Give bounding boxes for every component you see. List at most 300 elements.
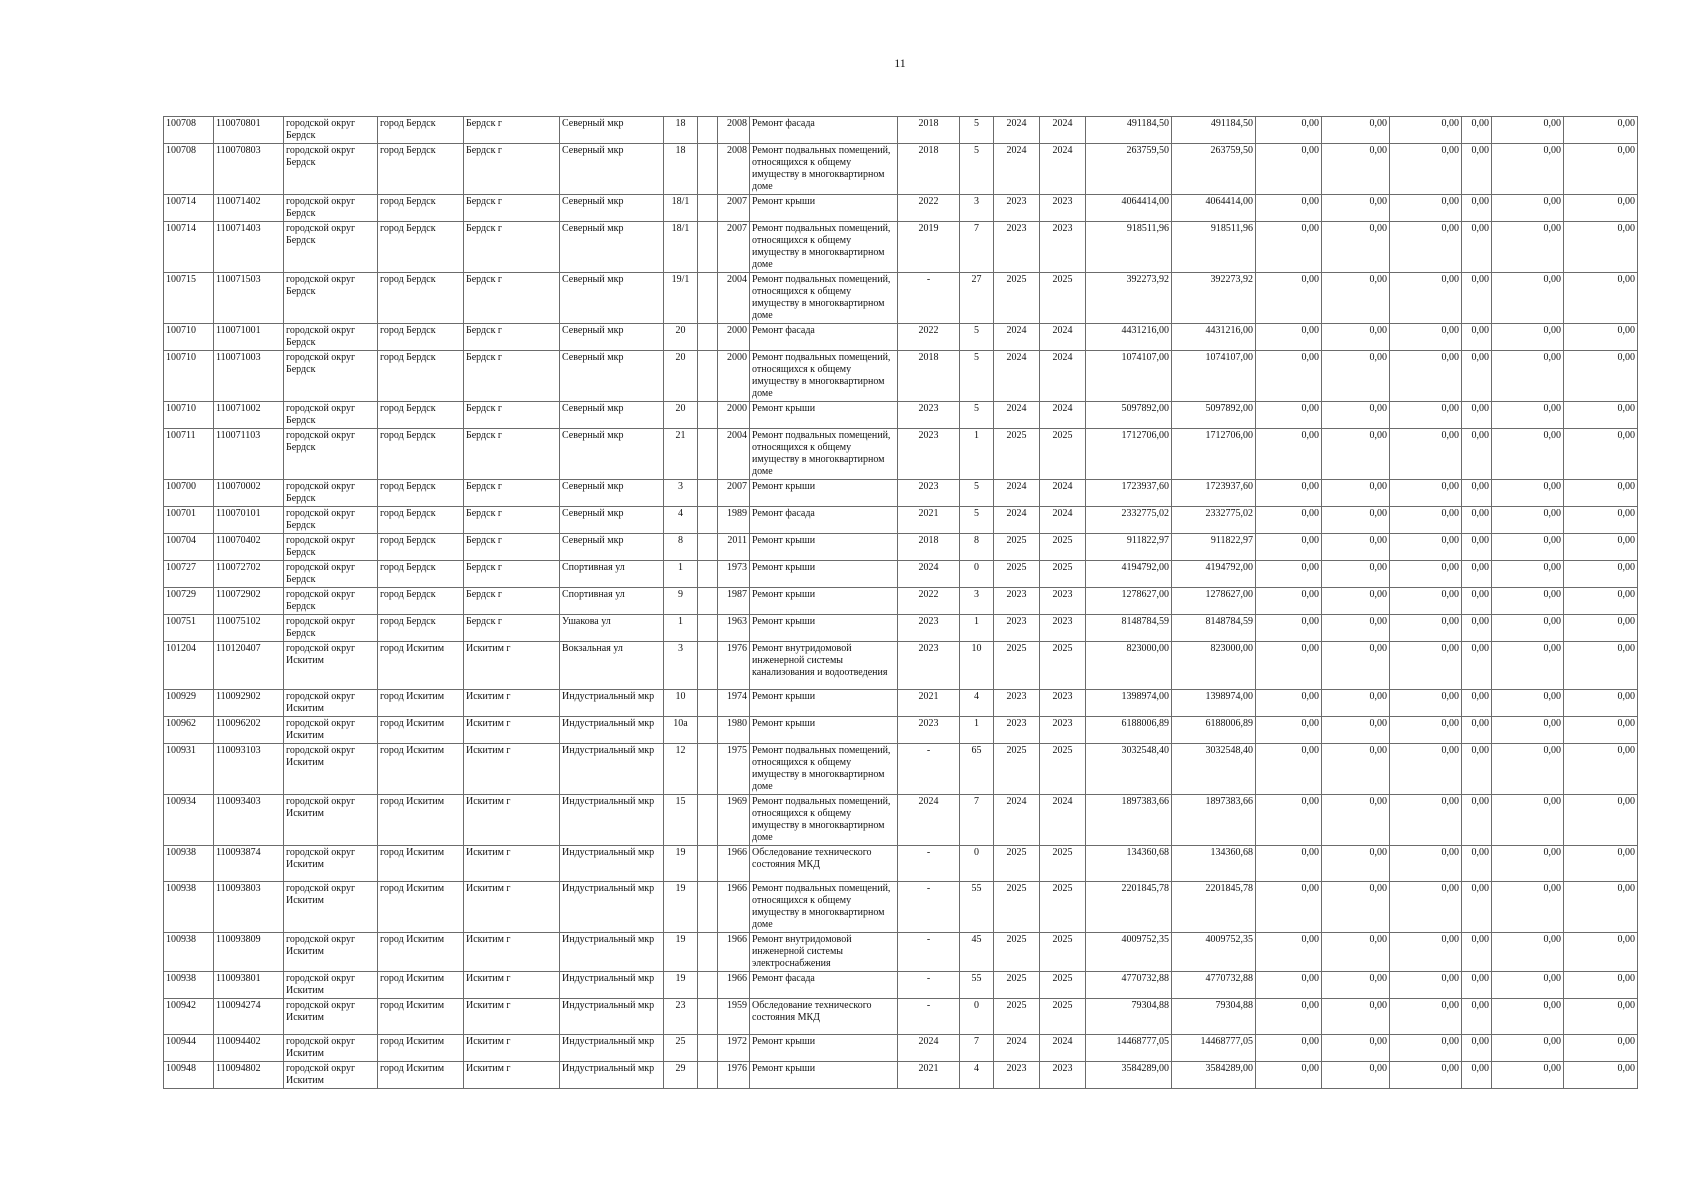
table-cell: Индустриальный мкр: [560, 795, 664, 846]
table-cell: город Бердск: [378, 507, 464, 534]
table-cell: 0,00: [1564, 507, 1638, 534]
table-cell: 2018: [898, 351, 960, 402]
table-cell: Ремонт фасада: [750, 117, 898, 144]
table-cell: Индустриальный мкр: [560, 690, 664, 717]
table-cell: 110075102: [214, 615, 284, 642]
table-cell: 100938: [164, 846, 214, 882]
table-cell: 134360,68: [1086, 846, 1172, 882]
table-cell: 0,00: [1322, 642, 1390, 690]
table-cell: 0,00: [1322, 744, 1390, 795]
table-cell: 0,00: [1322, 846, 1390, 882]
table-cell: 0,00: [1564, 642, 1638, 690]
table-cell: 18: [664, 117, 698, 144]
table-cell: 0,00: [1564, 615, 1638, 642]
table-cell: 100708: [164, 144, 214, 195]
table-cell: 0,00: [1492, 717, 1564, 744]
table-cell: 2025: [1040, 642, 1086, 690]
table-cell: 0,00: [1462, 690, 1492, 717]
table-cell: 0,00: [1564, 324, 1638, 351]
table-cell: Бердск г: [464, 144, 560, 195]
table-cell: Бердск г: [464, 273, 560, 324]
table-cell: 0,00: [1322, 195, 1390, 222]
table-cell: Бердск г: [464, 588, 560, 615]
table-cell: 0,00: [1256, 351, 1322, 402]
table-cell: 1966: [718, 846, 750, 882]
table-cell: 0,00: [1256, 273, 1322, 324]
table-row: [164, 273, 1638, 324]
table-cell: Северный мкр: [560, 402, 664, 429]
table-cell: 20: [664, 324, 698, 351]
table-cell: Ремонт подвальных помещений, относящихся к общему имуществу в многоквартирном доме: [750, 273, 898, 324]
table-cell: 2023: [898, 402, 960, 429]
table-cell: 0,00: [1390, 507, 1462, 534]
table-cell: 2023: [1040, 588, 1086, 615]
table-cell: город Искитим: [378, 744, 464, 795]
table-cell: 4194792,00: [1086, 561, 1172, 588]
table-cell: 0,00: [1256, 615, 1322, 642]
table-cell: 0,00: [1564, 273, 1638, 324]
table-cell: 0,00: [1256, 117, 1322, 144]
table-cell: 1: [664, 615, 698, 642]
table-cell: 1897383,66: [1086, 795, 1172, 846]
table-cell: 18: [664, 144, 698, 195]
table-cell: 0,00: [1390, 642, 1462, 690]
table-cell: городской округ Искитим: [284, 690, 378, 717]
table-cell: 2332775,02: [1086, 507, 1172, 534]
table-cell: 2023: [994, 717, 1040, 744]
table-cell: 5: [960, 351, 994, 402]
table-cell: -: [898, 933, 960, 972]
table-cell: 0,00: [1492, 144, 1564, 195]
table-cell: 0,00: [1256, 480, 1322, 507]
table-cell: 2018: [898, 144, 960, 195]
table-body: [164, 117, 1638, 1089]
table-cell: 0,00: [1322, 222, 1390, 273]
table-cell: 0: [960, 999, 994, 1035]
table-cell: городской округ Бердск: [284, 480, 378, 507]
table-cell: 7: [960, 222, 994, 273]
table-cell: 1897383,66: [1172, 795, 1256, 846]
table-cell: 0,00: [1462, 195, 1492, 222]
table-cell: 6188006,89: [1086, 717, 1172, 744]
table-row: [164, 222, 1638, 273]
table-cell: 19/1: [664, 273, 698, 324]
table-cell: 79304,88: [1086, 999, 1172, 1035]
table-cell: 3032548,40: [1086, 744, 1172, 795]
table-cell: 4: [960, 1062, 994, 1089]
table-cell: Ремонт фасада: [750, 507, 898, 534]
table-cell: 3032548,40: [1172, 744, 1256, 795]
table-cell: 2024: [1040, 480, 1086, 507]
table-cell: 1398974,00: [1172, 690, 1256, 717]
table-cell: 100938: [164, 882, 214, 933]
table-cell: 0,00: [1492, 615, 1564, 642]
table-cell: 823000,00: [1086, 642, 1172, 690]
table-cell: 100751: [164, 615, 214, 642]
table-cell: 0,00: [1390, 222, 1462, 273]
table-cell: 2024: [898, 795, 960, 846]
table-cell: 0,00: [1492, 642, 1564, 690]
table-row: [164, 972, 1638, 999]
table-cell: [698, 144, 718, 195]
table-cell: 4431216,00: [1172, 324, 1256, 351]
table-cell: 0,00: [1390, 717, 1462, 744]
table-cell: 2022: [898, 324, 960, 351]
table-cell: 0,00: [1322, 402, 1390, 429]
table-cell: 263759,50: [1172, 144, 1256, 195]
table-cell: городской округ Искитим: [284, 717, 378, 744]
table-cell: 2024: [898, 1035, 960, 1062]
table-cell: [698, 882, 718, 933]
table-cell: 101204: [164, 642, 214, 690]
table-cell: 0,00: [1564, 222, 1638, 273]
table-cell: Северный мкр: [560, 429, 664, 480]
table-cell: 100714: [164, 222, 214, 273]
table-cell: городской округ Бердск: [284, 561, 378, 588]
table-cell: 2008: [718, 144, 750, 195]
table-cell: 0,00: [1390, 882, 1462, 933]
table-cell: 0,00: [1256, 195, 1322, 222]
table-cell: 0,00: [1256, 882, 1322, 933]
table-cell: 0,00: [1256, 642, 1322, 690]
table-cell: 0,00: [1390, 480, 1462, 507]
table-cell: городской округ Бердск: [284, 534, 378, 561]
table-cell: 4431216,00: [1086, 324, 1172, 351]
table-cell: 3: [664, 642, 698, 690]
table-cell: Индустриальный мкр: [560, 882, 664, 933]
table-cell: городской округ Бердск: [284, 144, 378, 195]
table-cell: 0,00: [1322, 429, 1390, 480]
table-cell: город Искитим: [378, 690, 464, 717]
table-cell: 100944: [164, 1035, 214, 1062]
table-cell: 0,00: [1492, 972, 1564, 999]
table-cell: 0,00: [1390, 534, 1462, 561]
table-cell: Бердск г: [464, 615, 560, 642]
table-cell: 0,00: [1462, 144, 1492, 195]
table-cell: 4064414,00: [1172, 195, 1256, 222]
table-cell: Ремонт подвальных помещений, относящихся к общему имуществу в многоквартирном доме: [750, 795, 898, 846]
table-cell: 0,00: [1256, 717, 1322, 744]
table-cell: 2025: [994, 972, 1040, 999]
table-cell: Искитим г: [464, 690, 560, 717]
table-row: [164, 507, 1638, 534]
table-cell: 0,00: [1322, 999, 1390, 1035]
table-cell: 100727: [164, 561, 214, 588]
table-cell: город Бердск: [378, 615, 464, 642]
table-cell: 110071003: [214, 351, 284, 402]
table-cell: 55: [960, 882, 994, 933]
table-cell: Северный мкр: [560, 324, 664, 351]
table-cell: 0,00: [1322, 534, 1390, 561]
table-cell: 100710: [164, 402, 214, 429]
table-cell: Ремонт крыши: [750, 1062, 898, 1089]
table-cell: 4: [960, 690, 994, 717]
table-cell: Ремонт внутридомовой инженерной системы электроснабжения: [750, 933, 898, 972]
table-cell: 100700: [164, 480, 214, 507]
table-cell: городской округ Бердск: [284, 402, 378, 429]
table-cell: городской округ Бердск: [284, 351, 378, 402]
table-cell: 1989: [718, 507, 750, 534]
table-cell: 2025: [1040, 273, 1086, 324]
table-cell: 0,00: [1564, 933, 1638, 972]
table-cell: городской округ Искитим: [284, 882, 378, 933]
table-cell: 2025: [1040, 846, 1086, 882]
table-row: [164, 882, 1638, 933]
table-cell: 0,00: [1492, 1062, 1564, 1089]
table-cell: 0,00: [1390, 324, 1462, 351]
table-cell: 0,00: [1462, 615, 1492, 642]
table-cell: Бердск г: [464, 324, 560, 351]
table-cell: Ремонт подвальных помещений, относящихся к общему имуществу в многоквартирном доме: [750, 744, 898, 795]
table-cell: Спортивная ул: [560, 588, 664, 615]
table-cell: Ремонт фасада: [750, 972, 898, 999]
table-cell: 110070101: [214, 507, 284, 534]
table-cell: 2023: [994, 615, 1040, 642]
table-cell: 2025: [994, 933, 1040, 972]
table-cell: 0,00: [1462, 402, 1492, 429]
table-cell: 8: [960, 534, 994, 561]
table-cell: 2021: [898, 690, 960, 717]
table-cell: 10а: [664, 717, 698, 744]
table-cell: 110071503: [214, 273, 284, 324]
table-cell: 2025: [994, 999, 1040, 1035]
table-cell: Ремонт фасада: [750, 324, 898, 351]
table-cell: Индустриальный мкр: [560, 717, 664, 744]
table-cell: 2023: [994, 690, 1040, 717]
table-cell: 0,00: [1462, 480, 1492, 507]
table-cell: 4064414,00: [1086, 195, 1172, 222]
table-cell: 100729: [164, 588, 214, 615]
table-cell: 1398974,00: [1086, 690, 1172, 717]
table-cell: городской округ Искитим: [284, 846, 378, 882]
table-cell: 5: [960, 144, 994, 195]
table-cell: 0,00: [1462, 882, 1492, 933]
table-cell: 2024: [994, 144, 1040, 195]
table-cell: 2004: [718, 273, 750, 324]
table-cell: Искитим г: [464, 717, 560, 744]
table-cell: Северный мкр: [560, 117, 664, 144]
table-cell: 2007: [718, 222, 750, 273]
table-cell: город Бердск: [378, 561, 464, 588]
table-cell: 5: [960, 324, 994, 351]
table-cell: городской округ Бердск: [284, 117, 378, 144]
table-cell: 14468777,05: [1086, 1035, 1172, 1062]
table-cell: 0,00: [1492, 882, 1564, 933]
table-cell: 0,00: [1462, 972, 1492, 999]
table-cell: [698, 690, 718, 717]
table-cell: 100929: [164, 690, 214, 717]
table-cell: 100710: [164, 351, 214, 402]
table-cell: 100938: [164, 933, 214, 972]
table-cell: 100711: [164, 429, 214, 480]
table-cell: 0,00: [1390, 117, 1462, 144]
table-cell: 823000,00: [1172, 642, 1256, 690]
table-cell: 0,00: [1564, 999, 1638, 1035]
table-cell: 0,00: [1390, 429, 1462, 480]
table-cell: Искитим г: [464, 744, 560, 795]
table-cell: 1972: [718, 1035, 750, 1062]
table-cell: 2025: [1040, 744, 1086, 795]
table-cell: 0,00: [1564, 846, 1638, 882]
table-row: [164, 588, 1638, 615]
table-cell: Северный мкр: [560, 351, 664, 402]
table-cell: 0,00: [1492, 846, 1564, 882]
table-cell: Ремонт подвальных помещений, относящихся к общему имуществу в многоквартирном доме: [750, 882, 898, 933]
table-cell: Ремонт крыши: [750, 195, 898, 222]
table-cell: 2332775,02: [1172, 507, 1256, 534]
table-cell: 110072702: [214, 561, 284, 588]
table-cell: 110092902: [214, 690, 284, 717]
table-cell: 0,00: [1256, 402, 1322, 429]
table-cell: 2024: [994, 324, 1040, 351]
table-cell: Индустриальный мкр: [560, 1035, 664, 1062]
table-cell: город Бердск: [378, 324, 464, 351]
table-row: [164, 195, 1638, 222]
table-row: [164, 429, 1638, 480]
table-cell: 1278627,00: [1172, 588, 1256, 615]
table-cell: 918511,96: [1172, 222, 1256, 273]
table-cell: 2008: [718, 117, 750, 144]
table-cell: [698, 717, 718, 744]
table-cell: [698, 429, 718, 480]
table-cell: Индустриальный мкр: [560, 999, 664, 1035]
table-row: [164, 717, 1638, 744]
table-cell: 1987: [718, 588, 750, 615]
table-cell: город Искитим: [378, 795, 464, 846]
table-row: [164, 642, 1638, 690]
table-cell: 0,00: [1256, 561, 1322, 588]
table-row: [164, 795, 1638, 846]
table-cell: город Бердск: [378, 534, 464, 561]
table-cell: [698, 117, 718, 144]
table-cell: 2022: [898, 588, 960, 615]
table-cell: [698, 561, 718, 588]
table-cell: Спортивная ул: [560, 561, 664, 588]
table-cell: 0,00: [1462, 642, 1492, 690]
table-cell: 2025: [994, 534, 1040, 561]
table-cell: [698, 507, 718, 534]
table-cell: -: [898, 273, 960, 324]
table-cell: 2201845,78: [1172, 882, 1256, 933]
table-cell: 2024: [994, 480, 1040, 507]
table-cell: -: [898, 882, 960, 933]
table-cell: 0,00: [1322, 615, 1390, 642]
table-cell: город Искитим: [378, 999, 464, 1035]
table-cell: 2025: [994, 561, 1040, 588]
table-cell: 110071001: [214, 324, 284, 351]
table-cell: 911822,97: [1172, 534, 1256, 561]
table-cell: 0,00: [1462, 273, 1492, 324]
table-row: [164, 351, 1638, 402]
table-cell: 911822,97: [1086, 534, 1172, 561]
table-cell: 2025: [994, 744, 1040, 795]
table-cell: 0,00: [1322, 1035, 1390, 1062]
table-cell: 2024: [994, 1035, 1040, 1062]
table-cell: 0,00: [1322, 588, 1390, 615]
table-cell: [698, 1062, 718, 1089]
table-cell: 7: [960, 1035, 994, 1062]
table-cell: 3584289,00: [1172, 1062, 1256, 1089]
table-cell: 1: [960, 429, 994, 480]
table-cell: Ремонт подвальных помещений, относящихся к общему имуществу в многоквартирном доме: [750, 144, 898, 195]
table-cell: Искитим г: [464, 795, 560, 846]
table-cell: городской округ Искитим: [284, 795, 378, 846]
table-cell: [698, 1035, 718, 1062]
table-cell: 110071402: [214, 195, 284, 222]
table-cell: 2004: [718, 429, 750, 480]
table-cell: 4194792,00: [1172, 561, 1256, 588]
table-cell: 2024: [994, 351, 1040, 402]
table-cell: Ремонт внутридомовой инженерной системы канализования и водоотведения: [750, 642, 898, 690]
table-cell: 110093803: [214, 882, 284, 933]
table-cell: 0,00: [1322, 117, 1390, 144]
table-cell: 1976: [718, 1062, 750, 1089]
table-cell: городской округ Искитим: [284, 999, 378, 1035]
table-cell: 392273,92: [1172, 273, 1256, 324]
table-cell: 0,00: [1492, 351, 1564, 402]
table-cell: 110094802: [214, 1062, 284, 1089]
table-cell: 2024: [994, 795, 1040, 846]
table-cell: 0,00: [1322, 690, 1390, 717]
table-cell: 0,00: [1390, 1062, 1462, 1089]
table-cell: 2023: [994, 195, 1040, 222]
table-cell: 19: [664, 882, 698, 933]
table-cell: 2024: [1040, 507, 1086, 534]
table-cell: Северный мкр: [560, 195, 664, 222]
table-cell: 0: [960, 846, 994, 882]
table-cell: [698, 846, 718, 882]
table-cell: 0,00: [1564, 1035, 1638, 1062]
table-cell: 2024: [1040, 117, 1086, 144]
table-cell: городской округ Бердск: [284, 273, 378, 324]
table-cell: 2018: [898, 534, 960, 561]
table-cell: 4: [664, 507, 698, 534]
table-cell: 5: [960, 507, 994, 534]
table-cell: 0,00: [1322, 351, 1390, 402]
table-cell: городской округ Бердск: [284, 429, 378, 480]
table-cell: 100934: [164, 795, 214, 846]
table-cell: 491184,50: [1172, 117, 1256, 144]
table-cell: городской округ Искитим: [284, 1062, 378, 1089]
table-cell: 0,00: [1322, 795, 1390, 846]
table-cell: 0,00: [1462, 507, 1492, 534]
table-cell: городской округ Искитим: [284, 972, 378, 999]
table-cell: 0,00: [1492, 507, 1564, 534]
table-cell: 2025: [1040, 882, 1086, 933]
table-row: [164, 117, 1638, 144]
table-cell: 1974: [718, 690, 750, 717]
table-cell: 6188006,89: [1172, 717, 1256, 744]
table-cell: Ремонт крыши: [750, 588, 898, 615]
table-cell: Северный мкр: [560, 534, 664, 561]
table-cell: Искитим г: [464, 882, 560, 933]
table-row: [164, 324, 1638, 351]
table-cell: 0,00: [1390, 561, 1462, 588]
table-cell: 2024: [1040, 402, 1086, 429]
table-cell: [698, 534, 718, 561]
table-cell: 5: [960, 117, 994, 144]
table-cell: городской округ Бердск: [284, 588, 378, 615]
table-cell: 15: [664, 795, 698, 846]
table-cell: 9: [664, 588, 698, 615]
table-cell: Бердск г: [464, 402, 560, 429]
table-cell: [698, 273, 718, 324]
table-cell: [698, 795, 718, 846]
table-cell: 100962: [164, 717, 214, 744]
table-cell: Северный мкр: [560, 222, 664, 273]
table-cell: 0,00: [1564, 972, 1638, 999]
table-cell: 0,00: [1564, 744, 1638, 795]
